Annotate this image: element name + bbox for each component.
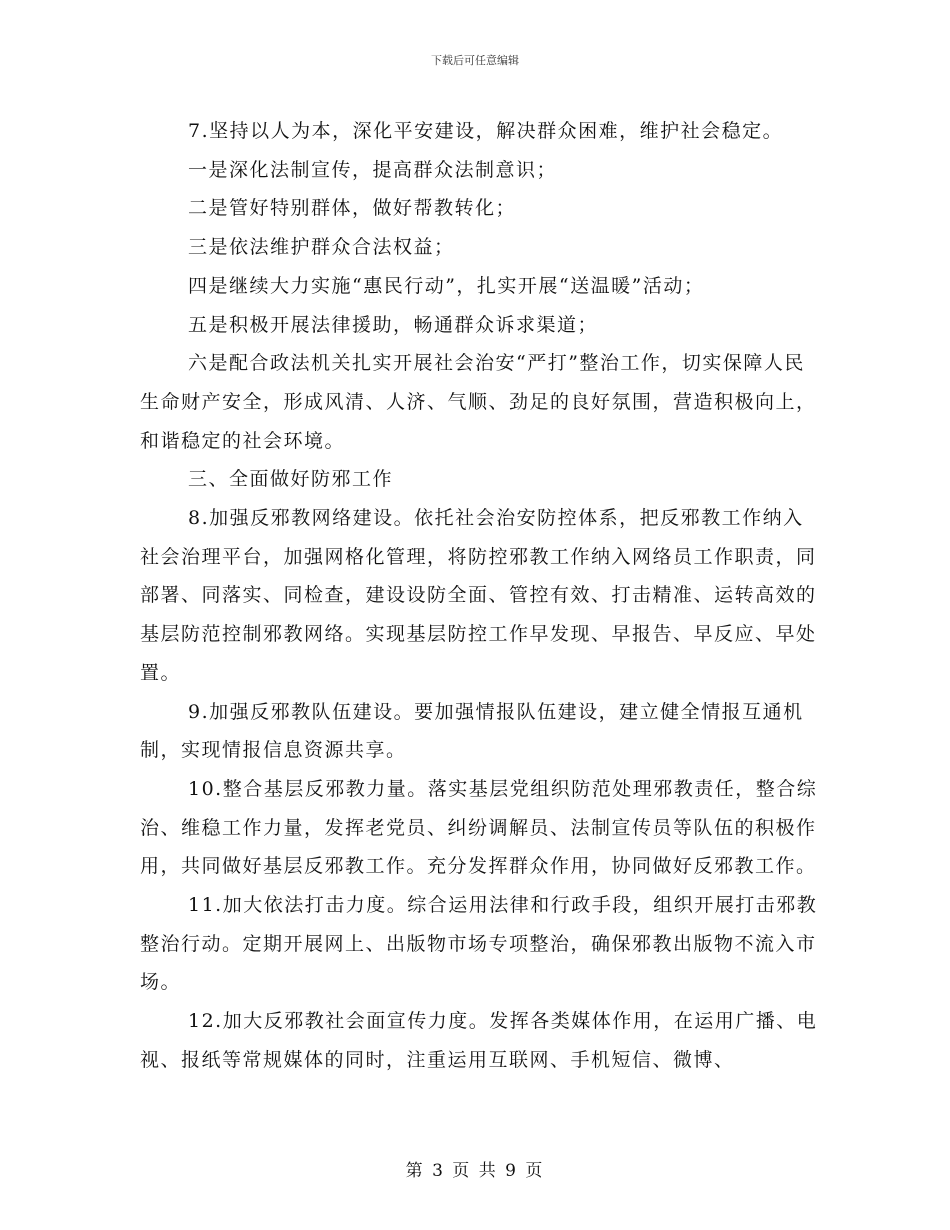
paragraph-item-2: 二是管好特别群体，做好帮教转化； <box>188 197 517 220</box>
paragraph-12: 12.加大反邪教社会面宣传力度。发挥各类媒体作用，在运用广播、电视、报纸等常规媒体的同时，注重运用互联网、手机短信、微博、 <box>140 1010 818 1071</box>
paragraph-10: 10.整合基层反邪教力量。落实基层党组织防范处理邪教责任，整合综治、维稳工作力量，发挥老党员、纠纷调解员、法制宣传员等队伍的积极作用，共同做好基层反邪教工作。充分发挥群众作用，协同做好反邪教工作。 <box>140 777 818 878</box>
paragraph-item-4: 四是继续大力实施“惠民行动”，扎实开展“送温暖”活动； <box>188 274 705 297</box>
document-body <box>140 112 820 1080</box>
paragraph-item-5: 五是积极开展法律援助，畅通群众诉求渠道； <box>188 313 599 336</box>
page-header-note: 下载后可任意编辑 <box>431 54 519 67</box>
paragraph-item-6: 六是配合政法机关扎实开展社会治安“严打”整治工作，切实保障人民生命财产安全，形成风清、人济、气顺、劲足的良好氛围，营造积极向上，和谐稳定的社会环境。 <box>140 352 817 452</box>
section-heading-3: 三、全面做好防邪工作 <box>188 468 394 491</box>
paragraph-item-1: 一是深化法制宣传，提高群众法制意识； <box>188 158 558 181</box>
paragraph-item-3: 三是依法维护群众合法权益； <box>188 236 455 259</box>
paragraph-8: 8.加强反邪教网络建设。依托社会治安防控体系，把反邪教工作纳入社会治理平台，加强网格化管理，将防控邪教工作纳入网络员工作职责，同部署、同落实、同检查，建设设防全面、管控有效、打击精准、运转高效的基层防范控制邪教网络。实现基层防控工作早发现、早报告、早反应、早处置。 <box>140 507 817 684</box>
paragraph-9: 9.加强反邪教队伍建设。要加强情报队伍建设，建立健全情报互通机制，实现情报信息资源共享。 <box>140 700 804 762</box>
paragraph-11: 11.加大依法打击力度。综合运用法律和行政手段，组织开展打击邪教整治行动。定期开展网上、出版物市场专项整治，确保邪教出版物不流入市场。 <box>140 894 818 994</box>
paragraph-7: 7.坚持以人为本，深化平安建设，解决群众困难，维护社会稳定。 <box>188 120 784 142</box>
page-number-footer: 第 3 页 共 9 页 <box>405 1161 545 1181</box>
